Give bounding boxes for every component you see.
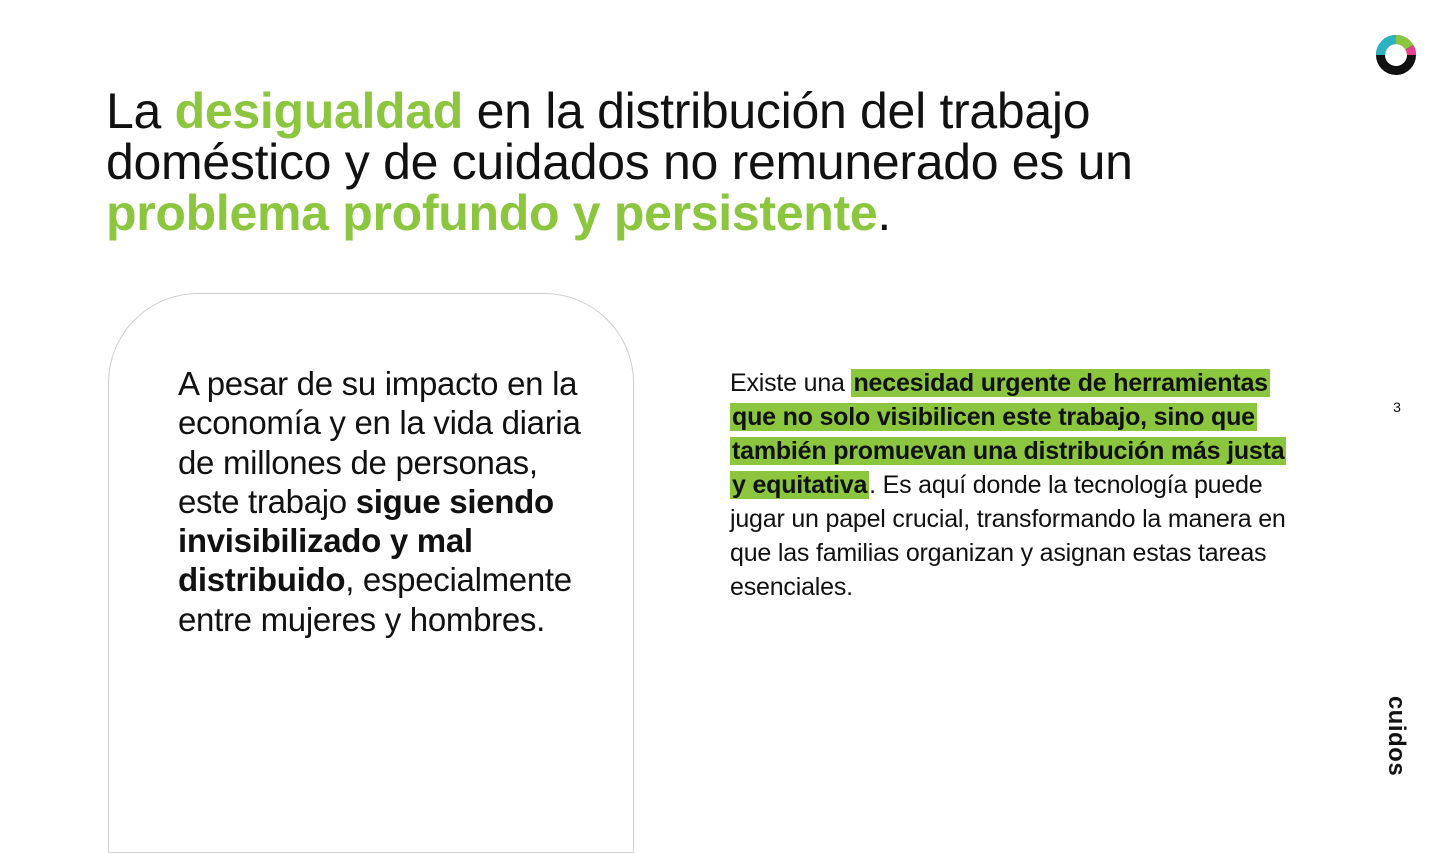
headline-period: . [877, 185, 891, 241]
page-number: 3 [1393, 399, 1401, 415]
headline-highlight-problema: problema profundo y persistente [106, 185, 878, 241]
card-paragraph [178, 364, 598, 639]
headline-text: La [106, 83, 175, 139]
ring-logo-icon [1374, 33, 1418, 77]
card-text: A pesar de su impacto en la economía y en la vida diaria de millones de personas, este trabajo [178, 365, 581, 520]
headline-text: en la distribución del trabajo doméstico y de cuidados no remunerado es un [106, 83, 1133, 190]
card-bold-text: sigue siendo invisibilizado y mal distribuido [178, 482, 554, 599]
right-highlight-text: necesidad urgente de herramientas que no solo visibilicen este trabajo, sino que también promuevan una distribución más justa y equitativa [732, 369, 1285, 499]
headline-highlight-desigualdad: desigualdad [174, 83, 464, 139]
right-text: Existe una [730, 369, 852, 397]
brand-wordmark: cuidos [1383, 695, 1410, 777]
right-paragraph [730, 366, 1290, 604]
slide-headline [106, 83, 1286, 241]
right-text: . Es aquí donde la tecnología puede jugar un papel crucial, transformando la manera en que las familias organizan y asignan estas tareas esenciales. [730, 471, 1286, 601]
card-text: , especialmente entre mujeres y hombres. [178, 561, 572, 638]
